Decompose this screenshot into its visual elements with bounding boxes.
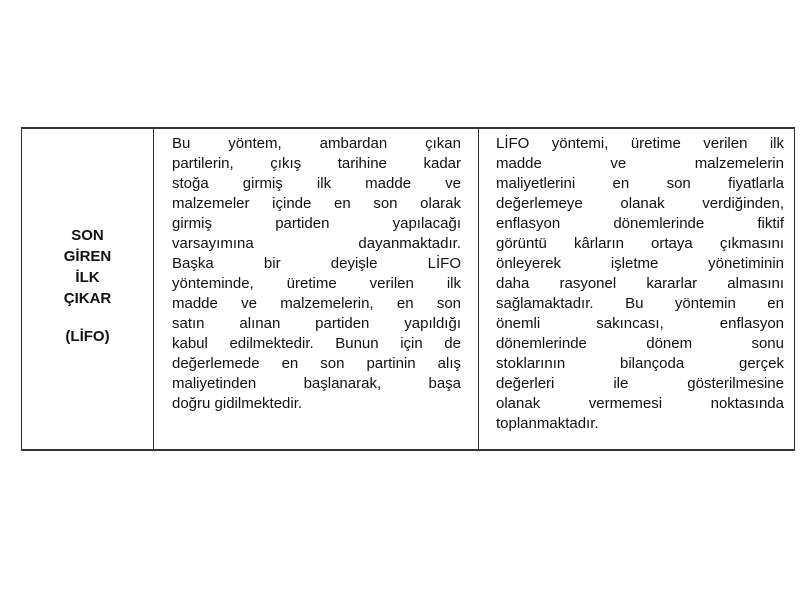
description-line: değerlemede en son partinin alış <box>172 355 461 372</box>
description-line: maliyetinden başlanarak, başa <box>172 375 461 392</box>
method-abbreviation: (LİFO) <box>65 328 110 345</box>
description-line: kabul edilmektedir. Bunun için de <box>172 335 461 352</box>
description-line: Bu yöntem, ambardan çıkan <box>172 135 461 152</box>
evaluation-line: madde ve malzemelerin <box>496 155 784 172</box>
evaluation-cell <box>478 129 795 449</box>
method-name-cell <box>21 129 153 449</box>
evaluation-line: daha rasyonel kararlar almasını <box>496 275 784 292</box>
description-line: doğru gidilmektedir. <box>172 395 303 412</box>
method-name-line: SON <box>71 227 104 244</box>
evaluation-line: değerleri ile gösterilmesine <box>496 375 784 392</box>
evaluation-line: toplanmaktadır. <box>496 415 599 432</box>
method-name <box>22 225 153 347</box>
evaluation-line: görüntü kârların ortaya çıkmasını <box>496 235 784 252</box>
evaluation-line: sağlamaktadır. Bu yöntemin en <box>496 295 784 312</box>
description-line: partilerin, çıkış tarihine kadar <box>172 155 461 172</box>
description-line: yönteminde, üretime verilen ilk <box>172 275 461 292</box>
description-line: girmiş partiden yapılacağı <box>172 215 461 232</box>
evaluation-line: maliyetlerini en son fiyatlarla <box>496 175 784 192</box>
method-name-line: GİREN <box>63 248 112 265</box>
description-line: satın alınan partiden yapıldığı <box>172 315 461 332</box>
description-line: varsayımına dayanmaktadır. <box>172 235 461 252</box>
description-line: malzemeler içinde en son olarak <box>172 195 461 212</box>
evaluation-line: olanak vermemesi noktasında <box>496 395 784 412</box>
evaluation-line: değerlemeye olanak verdiğinden, <box>496 195 784 212</box>
description-line: madde ve malzemelerin, en son <box>172 295 461 312</box>
description-line: stoğa girmiş ilk madde ve <box>172 175 461 192</box>
description-paragraph <box>172 134 461 414</box>
description-line: Başka bir deyişle LİFO <box>172 255 461 272</box>
evaluation-line: stoklarının bilançoda gerçek <box>496 355 784 372</box>
lifo-table <box>21 127 795 451</box>
evaluation-line: LİFO yöntemi, üretime verilen ilk <box>496 135 784 152</box>
method-name-line: İLK <box>75 269 100 286</box>
evaluation-paragraph <box>496 134 784 434</box>
evaluation-line: önemli sakıncası, enflasyon <box>496 315 784 332</box>
description-cell <box>153 129 478 449</box>
evaluation-line: önleyerek işletme yönetiminin <box>496 255 784 272</box>
evaluation-line: dönemlerinde dönem sonu <box>496 335 784 352</box>
method-name-line: ÇIKAR <box>63 290 112 307</box>
evaluation-line: enflasyon dönemlerinde fiktif <box>496 215 784 232</box>
